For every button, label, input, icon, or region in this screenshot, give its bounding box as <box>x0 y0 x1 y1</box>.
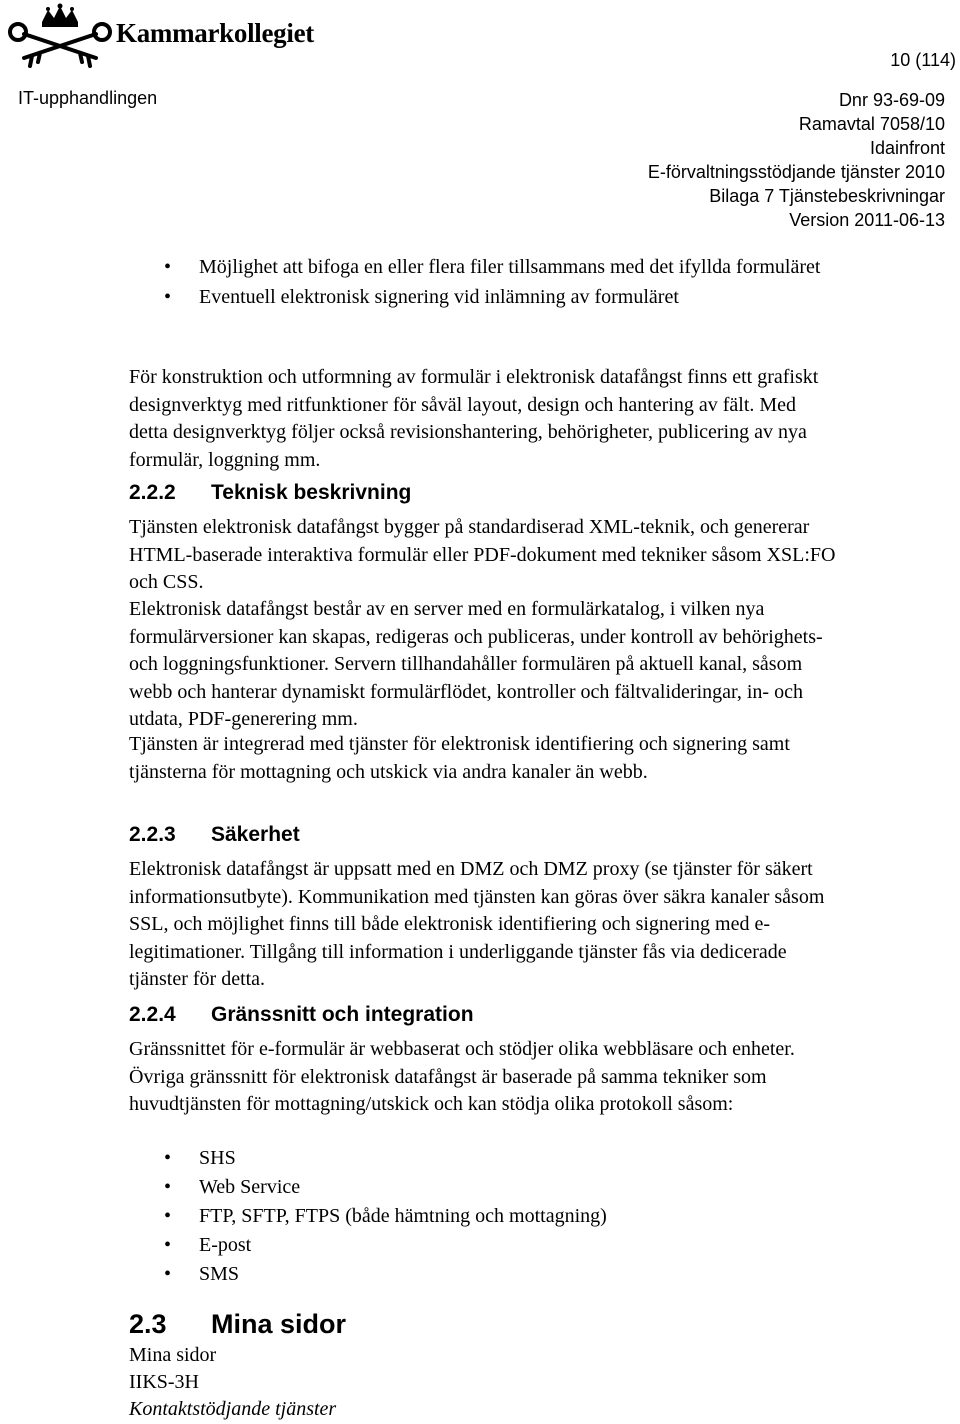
section-title: Gränssnitt och integration <box>211 1003 474 1026</box>
meta-area: E-förvaltningsstödjande tjänster 2010 <box>647 162 945 182</box>
bullet-list-top <box>129 254 829 311</box>
list-item: • Web Service <box>129 1174 829 1202</box>
paragraph-224: Gränssnittet för e-formulär är webbaserat och stödjer olika webbläsare och enheter. Övriga gränssnitt för elektronisk datafångst är baserade på samma tekniker som huvudtjänsten för mottagning/utskick och kan stödja olika protokoll såsom: <box>129 1038 795 1115</box>
list-item: • SHS <box>129 1145 829 1173</box>
document-title: IT-upphandlingen <box>18 88 158 108</box>
crown-icon <box>42 4 78 28</box>
meta-appendix: Bilaga 7 Tjänstebeskrivningar <box>709 186 945 206</box>
logo-text: Kammarkollegiet <box>116 18 314 48</box>
service-code: IIKS-3H <box>129 1371 199 1393</box>
bullet-icon: • <box>164 1234 172 1256</box>
list-item: • SMS <box>129 1261 829 1289</box>
list-item: • E-post <box>129 1232 829 1260</box>
meta-ramavtal: Ramavtal 7058/10 <box>798 114 945 134</box>
section-number: 2.2.4 <box>129 1003 176 1026</box>
bullet-icon: • <box>164 1205 172 1227</box>
meta-dnr: Dnr 93-69-09 <box>838 90 945 110</box>
section-heading-23 <box>129 1309 346 1340</box>
meta-version: Version 2011-06-13 <box>789 210 945 230</box>
section-number: 2.2.2 <box>129 481 176 504</box>
section-heading-223 <box>129 823 300 847</box>
list-item: • Möjlighet att bifoga en eller flera filer tillsammans med det ifyllda formuläret <box>129 254 829 282</box>
list-item: • FTP, SFTP, FTPS (både hämtning och mottagning) <box>129 1203 829 1231</box>
section-number: 2.3 <box>129 1309 167 1339</box>
service-category: Kontaktstödjande tjänster <box>129 1398 337 1420</box>
section-heading-222 <box>129 481 411 505</box>
bullet-icon: • <box>164 1147 172 1169</box>
service-name: Mina sidor <box>129 1344 217 1366</box>
protocol-list <box>129 1145 829 1289</box>
bullet-icon: • <box>164 1263 172 1285</box>
paragraph-222-3: Tjänsten är integrerad med tjänster för elektronisk identifiering och signering samt tjänsterna för mottagning och utskick via andra kanaler än webb. <box>129 733 790 783</box>
document-meta <box>648 88 945 232</box>
list-item: • Eventuell elektronisk signering vid inlämning av formuläret <box>129 284 829 312</box>
page-number: 10 (114) <box>890 50 956 70</box>
section-heading-224 <box>129 1003 474 1027</box>
bullet-icon: • <box>164 1176 172 1198</box>
section-title: Säkerhet <box>211 823 300 846</box>
bullet-icon: • <box>164 256 172 278</box>
paragraph-konstruktion: För konstruktion och utformning av formulär i elektronisk datafångst finns ett grafiskt designverktyg med ritfunktioner för såväl layout, design och hantering av fält. Med detta designverktyg följer också revisionshantering, behörigheter, publicering av nya formulär, loggning mm. <box>129 366 819 471</box>
paragraph-222-1: Tjänsten elektronisk datafångst bygger på standardiserad XML-teknik, och genererar HTML-baserade interaktiva formulär eller PDF-dokument med tekniker såsom XSL:FO och CSS. <box>129 516 836 593</box>
meta-supplier: Idainfront <box>869 138 945 158</box>
paragraph-222-2: Elektronisk datafångst består av en server med en formulärkatalog, i vilken nya formulärversioner kan skapas, redigeras och publiceras, under kontroll av behörighets- och loggningsfunktioner. Servern tillhandahåller formulären på aktuell kanal, såsom webb och hanterar dynamiskt formulärflödet, kontroller och fältvalideringar, in- och utdata, PDF-generering mm. <box>129 598 823 730</box>
section-title: Mina sidor <box>211 1309 347 1339</box>
paragraph-223: Elektronisk datafångst är uppsatt med en DMZ och DMZ proxy (se tjänster för säkert informationsutbyte). Kommunikation med tjänsten kan göras över säkra kanaler såsom SSL, och möjlighet finns till både elektronisk identifiering och signering med e-legitimationer. Tillgång till information i underliggande tjänster fås via dedicerade tjänster för detta. <box>129 858 825 990</box>
bullet-icon: • <box>164 285 172 308</box>
section-number: 2.2.3 <box>129 823 176 846</box>
crossed-keys-icon <box>10 24 110 66</box>
section-title: Teknisk beskrivning <box>211 481 412 504</box>
